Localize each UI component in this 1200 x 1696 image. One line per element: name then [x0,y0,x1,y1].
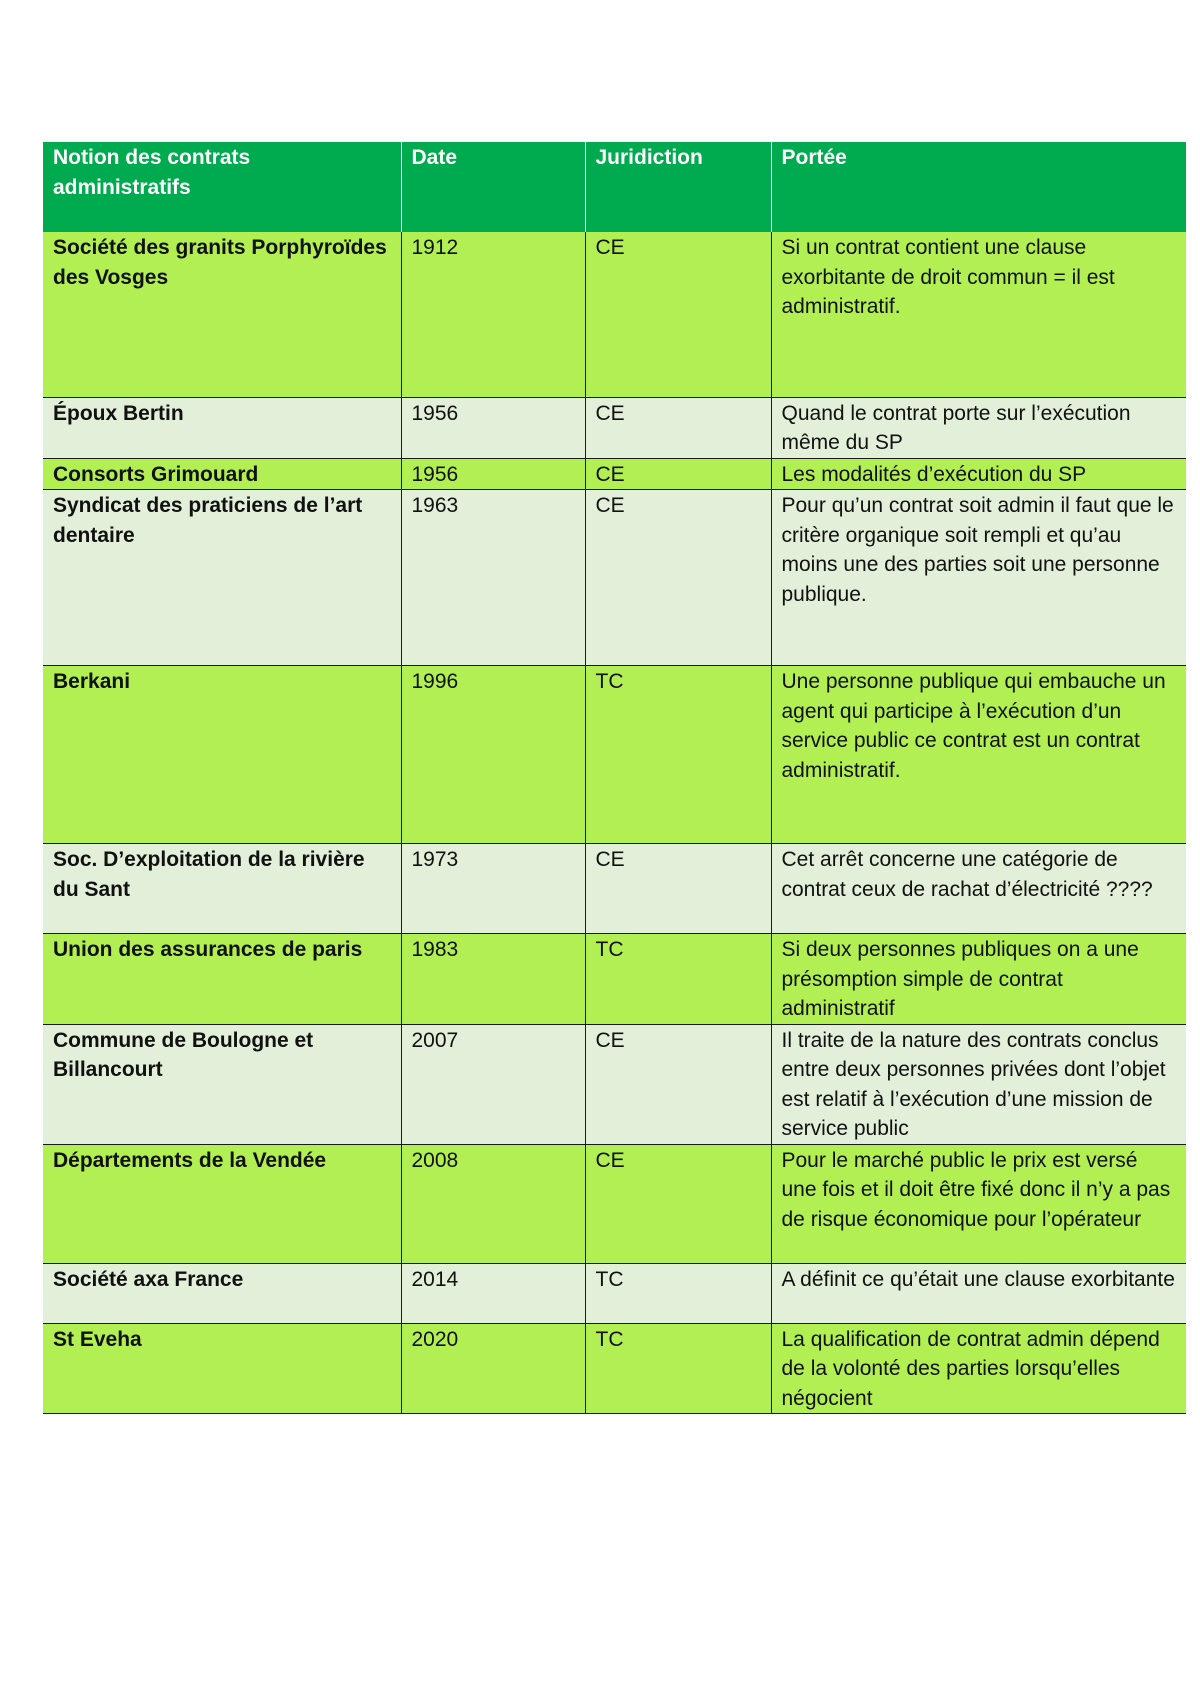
cell-date: 2007 [401,1024,585,1144]
header-date: Date [401,142,585,232]
table-row [43,232,1186,397]
cell-notion: Consorts Grimouard [43,458,401,490]
cell-notion: Commune de Boulogne et Billancourt [43,1024,401,1144]
cell-date: 1996 [401,666,585,844]
table-header [43,142,1186,232]
table-body [43,232,1186,1414]
table-row [43,397,1186,458]
cell-portee: Pour le marché public le prix est versé une fois et il doit être fixé donc il n’y a pas de risque économique pour l’opérateur [771,1144,1186,1263]
cell-portee: Il traite de la nature des contrats conclus entre deux personnes privées dont l’objet est relatif à l’exécution d’une mission de service public [771,1024,1186,1144]
header-portee: Portée [771,142,1186,232]
header-row [43,142,1186,232]
cell-juridiction: TC [585,934,771,1025]
cell-notion: St Eveha [43,1323,401,1414]
cell-portee: Quand le contrat porte sur l’exécution même du SP [771,397,1186,458]
table-row [43,490,1186,666]
table-row [43,1263,1186,1323]
cell-portee: A définit ce qu’était une clause exorbitante [771,1263,1186,1323]
table-row [43,844,1186,934]
cell-juridiction: CE [585,1144,771,1263]
table-row [43,1024,1186,1144]
cell-juridiction: CE [585,232,771,397]
header-juridiction: Juridiction [585,142,771,232]
cell-date: 1983 [401,934,585,1025]
cell-notion: Départements de la Vendée [43,1144,401,1263]
cell-notion: Société des granits Porphyroïdes des Vosges [43,232,401,397]
cell-portee: Cet arrêt concerne une catégorie de contrat ceux de rachat d’électricité ???? [771,844,1186,934]
cell-portee: Une personne publique qui embauche un agent qui participe à l’exécution d’un service public ce contrat est un contrat administratif. [771,666,1186,844]
cell-notion: Soc. D’exploitation de la rivière du Sant [43,844,401,934]
cell-juridiction: CE [585,844,771,934]
contracts-table [43,142,1186,1414]
cell-notion: Époux Bertin [43,397,401,458]
cell-portee: Si un contrat contient une clause exorbitante de droit commun = il est administratif. [771,232,1186,397]
cell-juridiction: CE [585,1024,771,1144]
table-row [43,934,1186,1025]
cell-portee: Pour qu’un contrat soit admin il faut que le critère organique soit rempli et qu’au moins une des parties soit une personne publique. [771,490,1186,666]
cell-notion: Union des assurances de paris [43,934,401,1025]
cell-date: 2020 [401,1323,585,1414]
cell-portee: Les modalités d’exécution du SP [771,458,1186,490]
cell-juridiction: TC [585,1323,771,1414]
cell-notion: Société axa France [43,1263,401,1323]
table-row [43,458,1186,490]
cell-portee: La qualification de contrat admin dépend de la volonté des parties lorsqu’elles négocient [771,1323,1186,1414]
cell-date: 1956 [401,458,585,490]
cell-portee: Si deux personnes publiques on a une présomption simple de contrat administratif [771,934,1186,1025]
cell-juridiction: CE [585,397,771,458]
cell-date: 1912 [401,232,585,397]
cell-juridiction: TC [585,1263,771,1323]
cell-juridiction: CE [585,458,771,490]
table-row [43,666,1186,844]
cell-date: 1973 [401,844,585,934]
cell-date: 2014 [401,1263,585,1323]
cell-date: 1963 [401,490,585,666]
cell-juridiction: CE [585,490,771,666]
cell-notion: Syndicat des praticiens de l’art dentaire [43,490,401,666]
header-notion: Notion des contrats administratifs [43,142,401,232]
table-row [43,1144,1186,1263]
cell-date: 2008 [401,1144,585,1263]
cell-juridiction: TC [585,666,771,844]
cell-date: 1956 [401,397,585,458]
cell-notion: Berkani [43,666,401,844]
table-row [43,1323,1186,1414]
